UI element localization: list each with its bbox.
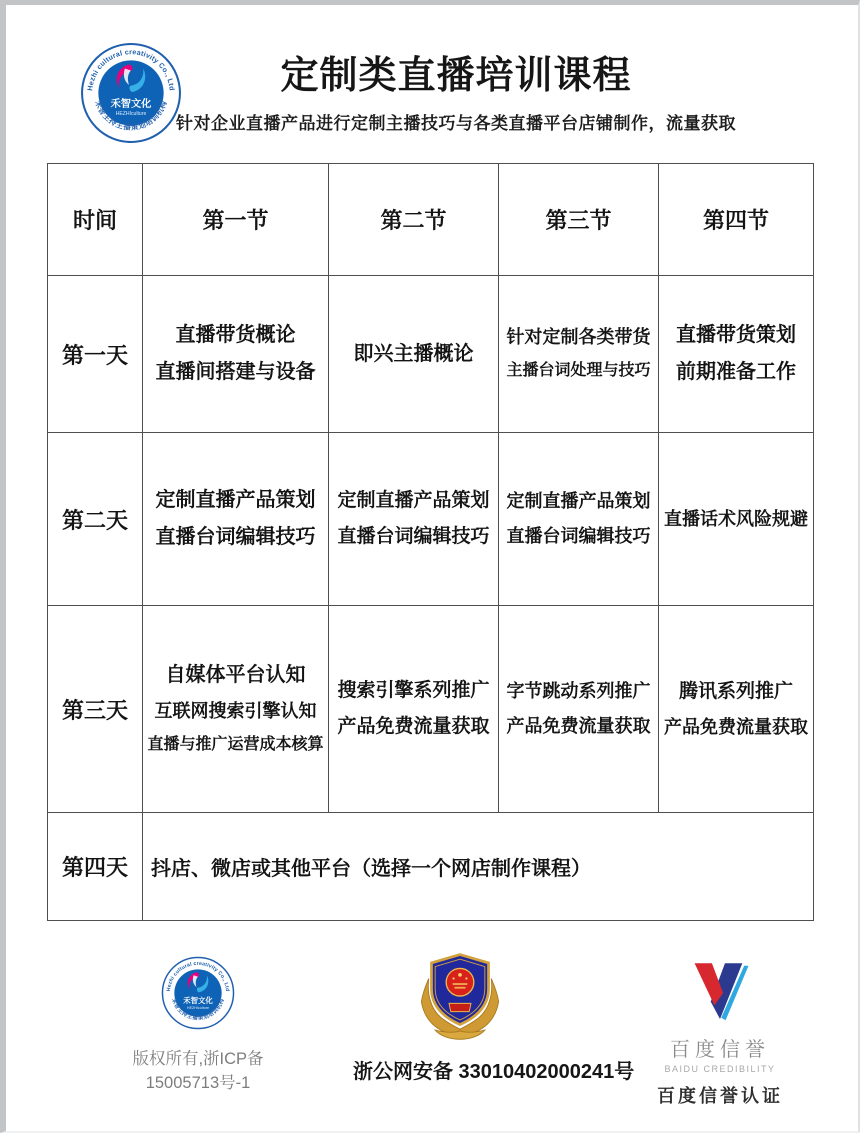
course-item: 互联网搜索引擎认知	[154, 700, 317, 721]
course-item: 直播带货策划	[676, 324, 796, 346]
table-header-session1: 第一节	[143, 164, 329, 276]
header	[55, 57, 857, 134]
course-item: 产品免费流量获取	[337, 716, 490, 737]
course-item: 直播台词编辑技巧	[337, 526, 490, 547]
table-header-time: 时间	[48, 164, 143, 276]
baidu-logo-text: 百度信誉	[670, 1039, 770, 1061]
table-header-session4: 第四节	[659, 164, 814, 276]
course-cell	[659, 276, 814, 433]
course-item: 针对定制各类带货	[506, 327, 651, 348]
course-item: 定制直播产品策划	[506, 491, 651, 512]
course-cell	[499, 276, 659, 433]
course-cell	[329, 606, 499, 813]
footer-copyright-block	[98, 956, 298, 1093]
baidu-cert-link[interactable]: 百度信誉认证	[657, 1086, 783, 1106]
course-item: 产品免费流量获取	[506, 716, 651, 736]
course-item: 抖店、微店或其他平台（选择一个网店制作课程）	[151, 858, 591, 880]
course-cell	[329, 433, 499, 606]
course-item: 主播台词处理与技巧	[506, 362, 651, 380]
course-cell	[329, 276, 499, 433]
table-row-day1	[48, 276, 814, 433]
table-header-row	[48, 164, 814, 276]
day-label-3: 第三天	[48, 606, 143, 813]
course-item: 定制直播产品策划	[155, 489, 316, 511]
course-item: 直播话术风险规避	[664, 508, 808, 529]
course-cell	[499, 606, 659, 813]
police-record-link[interactable]: 浙公网安备 33010402000241号	[353, 1061, 635, 1083]
course-cell-merged	[143, 813, 814, 921]
course-item: 腾讯系列推广	[678, 680, 793, 702]
course-cell	[143, 276, 329, 433]
page-subtitle: 针对企业直播产品进行定制主播技巧与各类直播平台店铺制作，流量获取	[176, 114, 736, 133]
footer-baidu-block[interactable]	[618, 962, 822, 1108]
page-title: 定制类直播培训课程	[280, 55, 632, 97]
table-row-day3	[48, 606, 814, 813]
course-cell	[659, 606, 814, 813]
course-cell	[143, 433, 329, 606]
course-schedule-table	[47, 163, 814, 921]
course-cell	[659, 433, 814, 606]
course-item: 自媒体平台认知	[165, 663, 306, 686]
day-label-1: 第一天	[48, 276, 143, 433]
course-item: 即兴主播概论	[353, 342, 474, 365]
course-cell	[143, 606, 329, 813]
course-item: 直播间搭建与设备	[155, 361, 316, 383]
footer-logo-icon	[161, 956, 235, 1030]
baidu-logo-subtext: BAIDU CREDIBILITY	[664, 1064, 776, 1074]
table-header-session2: 第二节	[329, 164, 499, 276]
baidu-v-icon	[691, 962, 749, 1024]
table-header-session3: 第三节	[499, 164, 659, 276]
course-item: 直播与推广运营成本核算	[147, 735, 324, 753]
icp-record-link[interactable]: 版权所有,浙ICP备15005713号-1	[132, 1050, 264, 1092]
day-label-2: 第二天	[48, 433, 143, 606]
table-row-day4	[48, 813, 814, 921]
course-cell	[499, 433, 659, 606]
table-row-day2	[48, 433, 814, 606]
course-item: 直播台词编辑技巧	[155, 526, 316, 548]
course-item: 直播台词编辑技巧	[506, 526, 651, 546]
course-item: 直播带货概论	[175, 324, 296, 346]
footer-police-block	[353, 950, 635, 1084]
course-item: 产品免费流量获取	[664, 716, 808, 737]
course-item: 前期准备工作	[676, 361, 796, 383]
course-item: 定制直播产品策划	[337, 490, 490, 512]
course-item: 字节跳动系列推广	[506, 681, 651, 702]
day-label-4: 第四天	[48, 813, 143, 921]
course-item: 搜索引擎系列推广	[337, 680, 490, 702]
police-badge-icon	[414, 950, 506, 1042]
